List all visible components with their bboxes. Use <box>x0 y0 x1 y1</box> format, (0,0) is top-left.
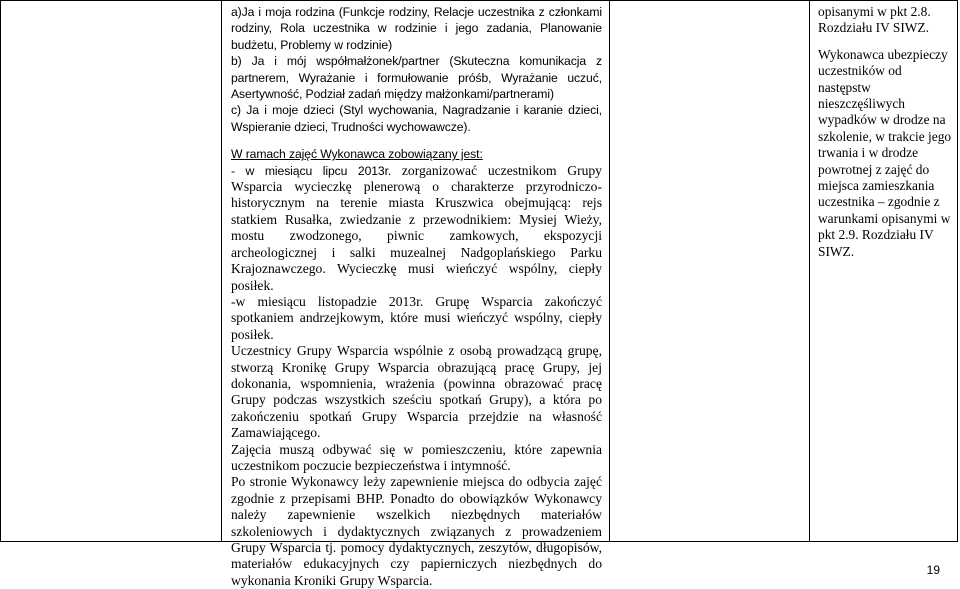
insurance-note: Wykonawca ubezpieczy uczestników od następstw nieszczęśliwych wypadków w drodze na szkolenie, w trakcie jego trwania i w drodze powrotnej z zajęć do miejsca zamieszkania uczestnika – zgodnie z warunkami opisanymi w pkt 2.9. Rozdziału IV SIWZ. <box>818 46 952 259</box>
family-topic-a: a)Ja i moja rodzina (Funkcje rodziny, Relacje uczestnika z członkami rodziny, Rola uczestnika w rodzinie i jego zadania, Planowanie budżetu, Problemy w rodzinie) <box>231 5 602 52</box>
notes-cell <box>818 4 953 260</box>
page-number: 19 <box>926 563 940 577</box>
column-divider-3 <box>809 1 810 541</box>
spacer <box>231 135 602 146</box>
obligation-heading: W ramach zajęć Wykonawca zobowiązany jest: <box>231 147 483 162</box>
july-intro: - w miesiącu lipcu 2013r. <box>231 163 392 178</box>
reference-note: opisanymi w pkt 2.8. Rozdziału IV SIWZ. <box>818 4 931 36</box>
room-requirement-paragraph: Zajęcia muszą odbywać się w pomieszczeniu, które zapewnia uczestnikom poczucie bezpieczeństwa i intymność. <box>231 441 602 473</box>
july-excursion-paragraph <box>231 163 602 294</box>
chronicle-paragraph: Uczestnicy Grupy Wsparcia wspólnie z osobą prowadzącą grupę, stworzą Kronikę Grupy Wsparcia obrazującą pracę Grupy, jej dokonania, wspomnienia, wrażenia (powinna obrazować pracę Grupy podczas wszystkich sześciu spotkań Grupy), a która po zakończeniu spotkań Grupy Wsparcia przejdzie na własność Zamawiającego. <box>231 343 602 441</box>
column-divider-1 <box>221 1 222 541</box>
column-divider-2 <box>609 1 610 541</box>
spacer <box>818 37 953 47</box>
family-topic-b: b) Ja i mój współmałżonek/partner (Skuteczna komunikacja z partnerem, Wyrażanie i formułowanie próśb, Wyrażanie uczuć, Asertywność, Podział zadań między małżonkami/partnerami) <box>231 54 602 102</box>
july-excursion-text: zorganizować uczestnikom Grupy Wsparcia wycieczkę plenerową o charakterze przyrodniczo-historycznym na terenie miasta Kruszwica obejmującą: rejs statkiem Rusałka, zwiedzanie z przewodnikiem: Mysiej Wieży, mostu zwodzonego, piwnic zamkowych, ekspozycji archeologicznej i salki muzealnej Nadgoplańskiego Parku Krajoznawczego. Wycieczkę musi wieńczyć wspólny, ciepły posiłek. <box>231 162 602 293</box>
family-topic-c: c) Ja i moje dzieci (Styl wychowania, Nagradzanie i karanie dzieci, Wspieranie dzieci, Trudności wychowawcze). <box>231 103 602 134</box>
november-meeting-paragraph: -w miesiącu listopadzie 2013r. Grupę Wsparcia zakończyć spotkaniem andrzejkowym, które musi wieńczyć wspólny, ciepły posiłek. <box>231 293 602 342</box>
contractor-duties-paragraph: Po stronie Wykonawcy leży zapewnienie miejsca do odbycia zajęć zgodnie z przepisami BHP. Ponadto do obowiązków Wykonawcy należy zapewnienie wszelkich niezbędnych materiałów szkoleniowych i dydaktycznych związanych z prowadzeniem Grupy Wsparcia tj. pomocy dydaktycznych, zeszytów, długopisów, materiałów edukacyjnych czy papierniczych niezbędnych do wykonania Kroniki Grupy Wsparcia. <box>231 474 602 588</box>
main-description-cell <box>231 4 602 589</box>
